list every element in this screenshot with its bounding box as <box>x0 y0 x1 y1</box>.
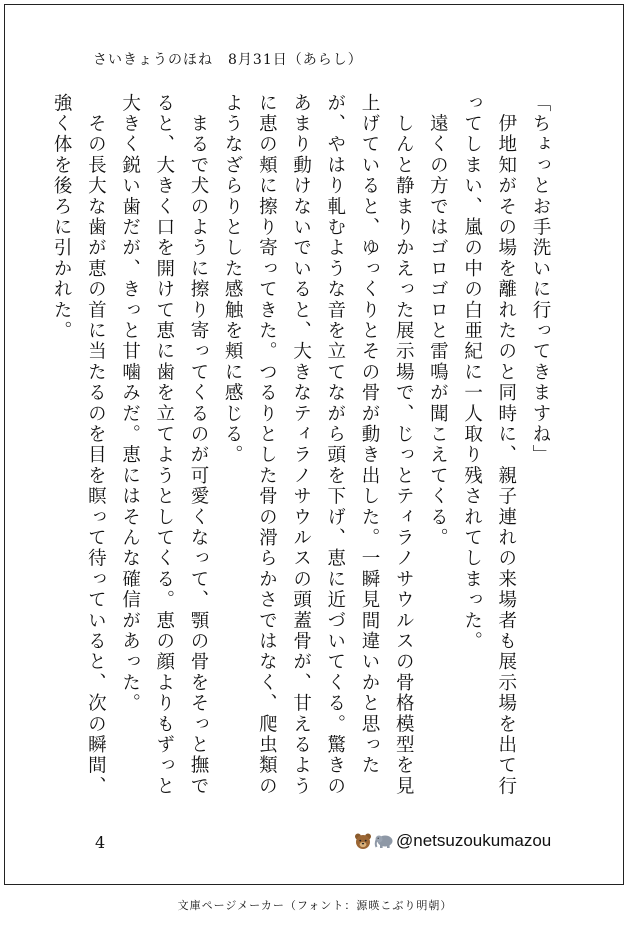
paragraph: 遠くの方ではゴロゴロと雷鳴が聞こえてくる。 <box>427 93 449 549</box>
bear-face-icon <box>354 832 372 850</box>
paragraph: まるで犬のように擦り寄ってくるのが可愛くなって、顎の骨をそっと撫でると、大きく口を開けて恵に歯を立てようとしてくる。恵の顔よりもずっと大きく鋭い歯だが、きっと甘噛みだ。恵にはそんな確信があった。 <box>119 93 209 797</box>
author-handle <box>354 831 551 851</box>
book-page <box>4 4 624 885</box>
page-number: 4 <box>95 833 106 852</box>
paragraph: 「ちょっとお手洗いに行ってきますね」 <box>530 93 551 466</box>
elephant-icon <box>374 832 394 850</box>
app-credit: 文庫ページメーカー（フォント：源暎こぶり明朝） <box>177 899 453 912</box>
paragraph: その長大な歯が恵の首に当たるのを目を瞑って待っていると、次の瞬間、強く体を後ろに引かれた。 <box>51 93 107 797</box>
handle-text: @netsuzoukumazou <box>396 831 552 850</box>
paragraph: しんと静まりかえった展示場で、じっとティラノサウルスの骨格模型を見上げていると、ゆっくりとその骨が動き出した。一瞬見間違いかと思ったが、やはり軋むような音を立てながら頭を下げ、恵に近づいてくる。驚きのあまり動けないでいると、大きなティラノサウルスの頭蓋骨が、甘えるように恵の頬に擦り寄ってきた。つるりとした骨の滑らかさではなく、爬虫類のようなざらりとした感触を頬に感じる。 <box>222 93 415 797</box>
paragraph: 伊地知がその場を離れたのと同時に、親子連れの来場者も展示場を出て行ってしまい、嵐の中の白亜紀に一人取り残されてしまった。 <box>461 93 517 797</box>
running-header: さいきょうのほね 8月31日（あらし） <box>93 52 363 68</box>
body-text <box>45 93 557 813</box>
